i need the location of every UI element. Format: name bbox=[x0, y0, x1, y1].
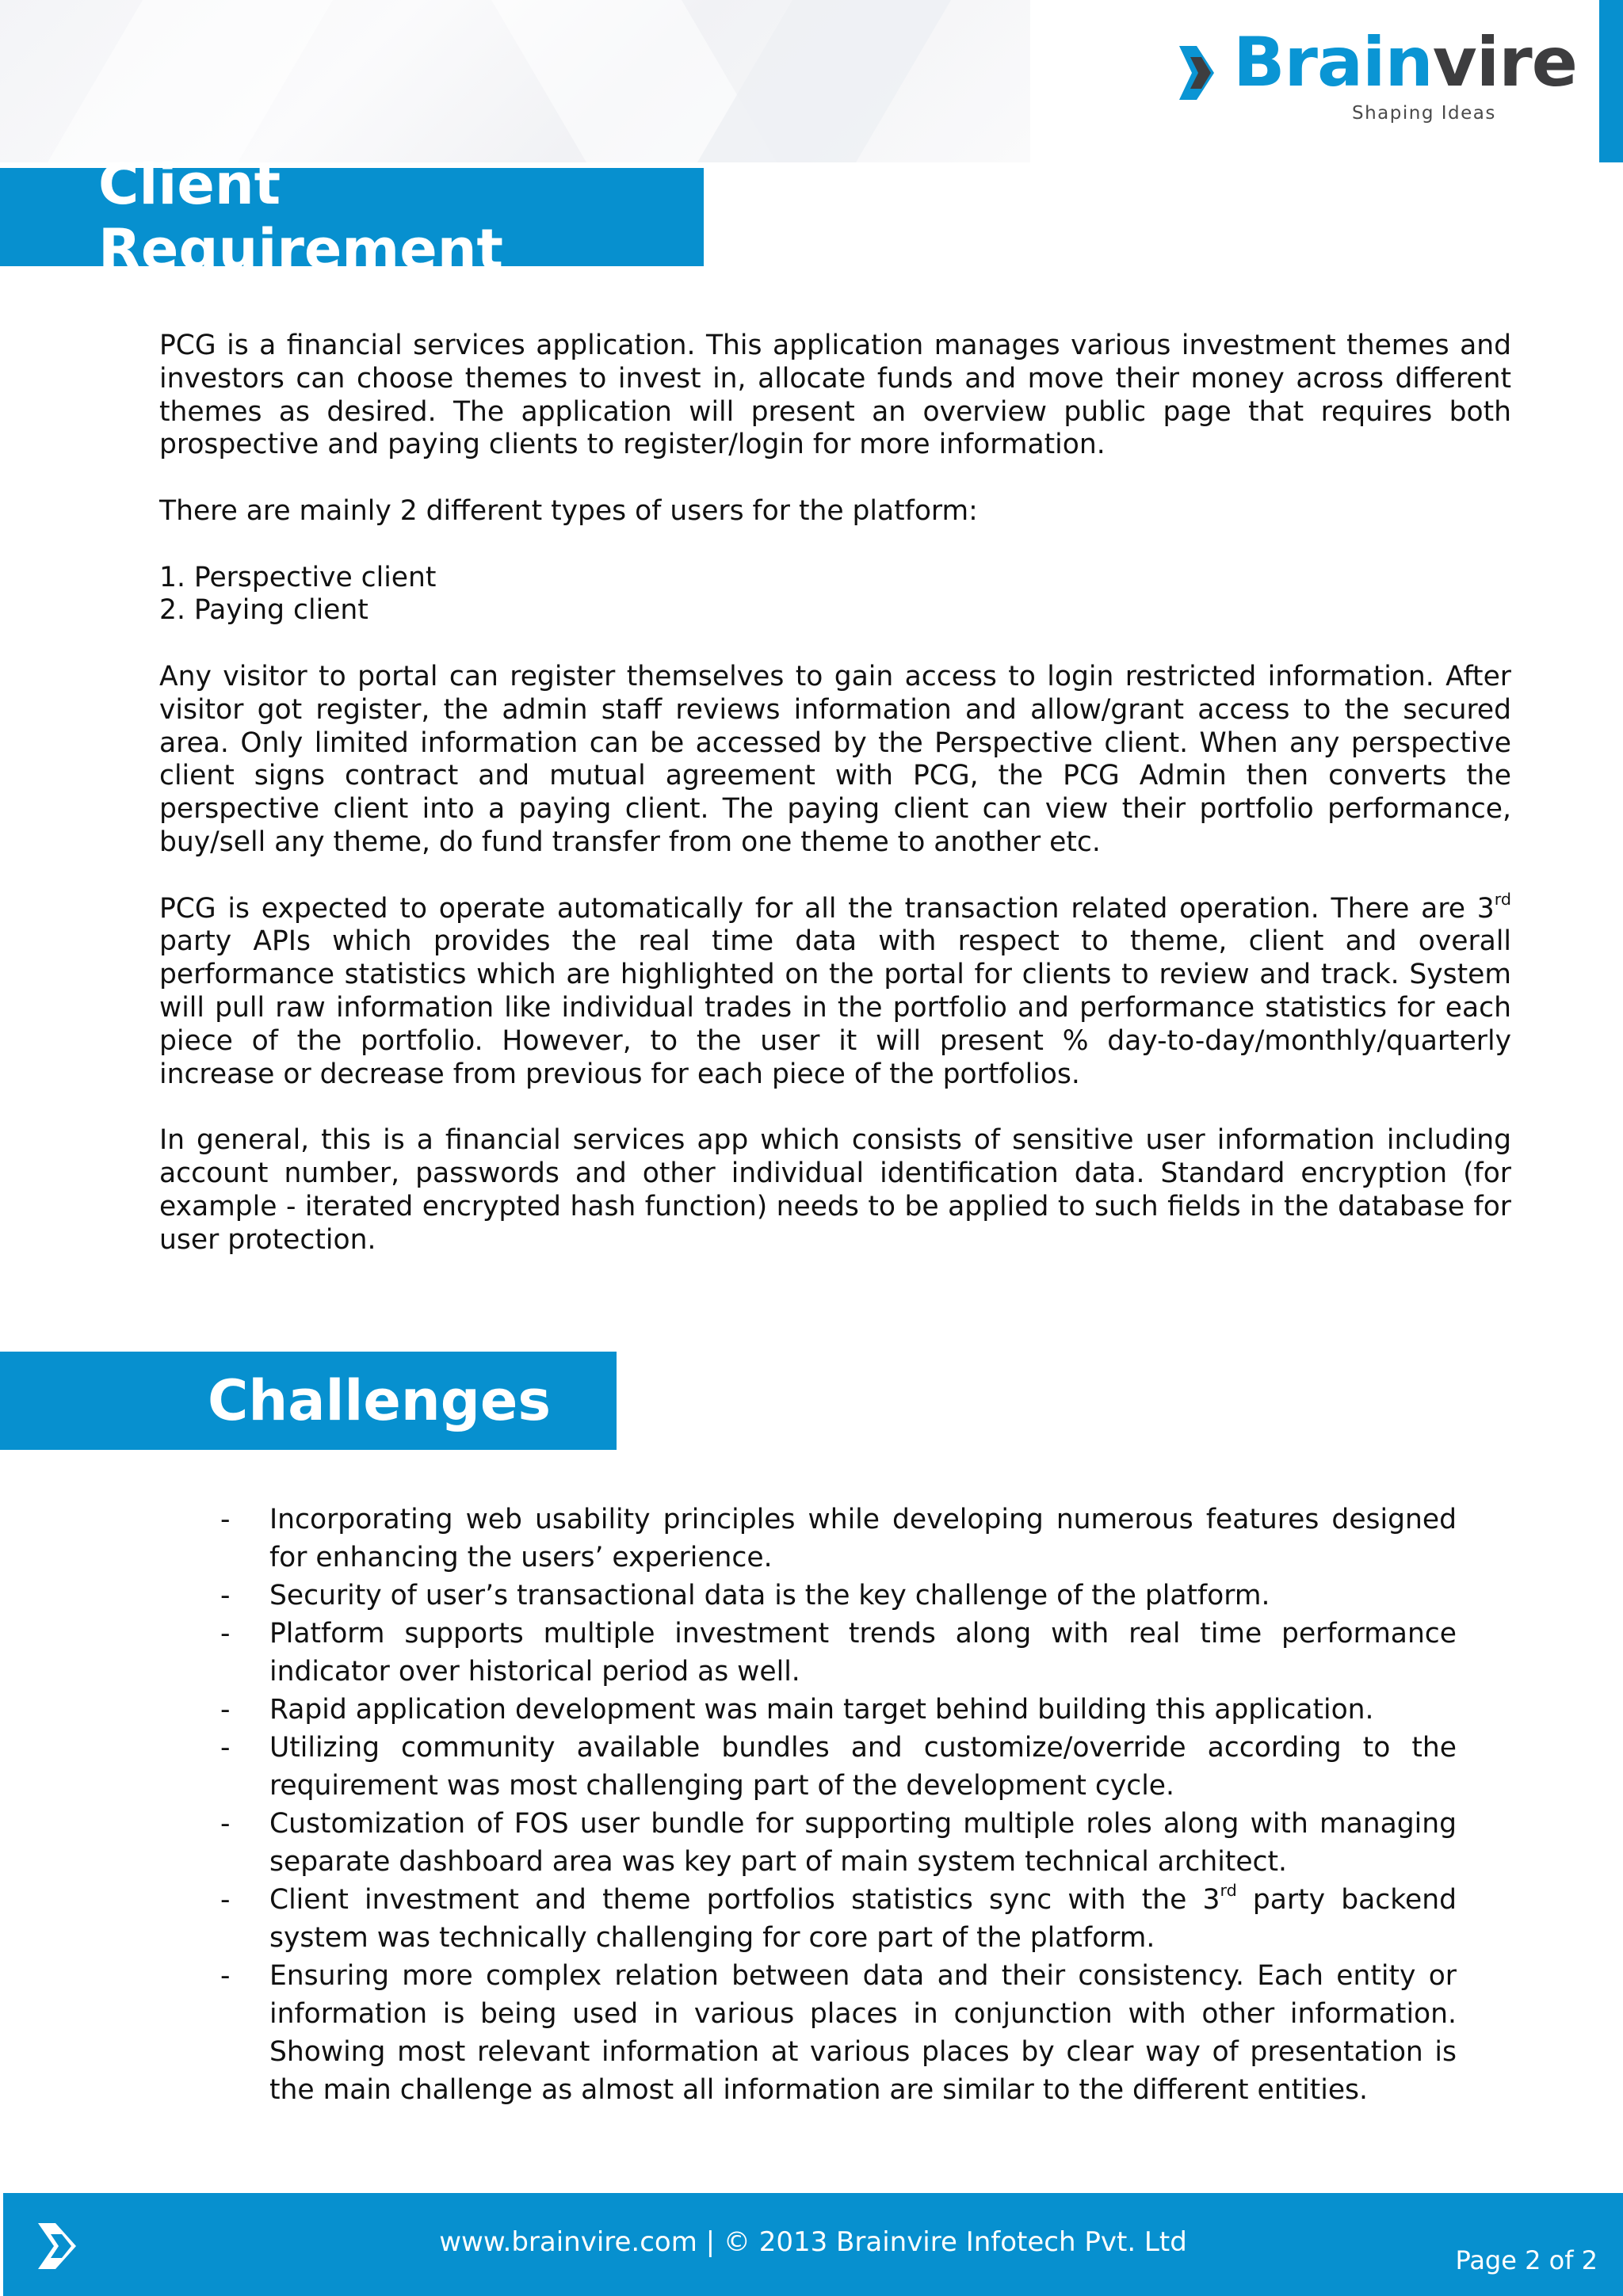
logo-word-brain: Brain bbox=[1233, 23, 1433, 102]
bullet-dash: - bbox=[220, 1580, 231, 1611]
bullet-dash: - bbox=[220, 1732, 231, 1764]
bullet-dash: - bbox=[220, 1960, 231, 1992]
requirement-paragraph-5: In general, this is a financial services app which consists of sensitive user information including account number, passwords and other individual identification data. Standard encryption (for example - iterated encrypted hash function) needs to be applied to such fields in the database for user protection. bbox=[159, 1124, 1511, 1256]
challenge-text: Incorporating web usability principles while developing numerous features designed for enhancing the users’ experience. bbox=[269, 1504, 1457, 1573]
requirement-paragraph-1: PCG is a financial services application. This application manages various investment themes and investors can choose themes to invest in, allocate funds and move their money across different themes as desired. The application will present an overview public page that requires both prospective and paying clients to register/login for more information. bbox=[159, 330, 1511, 461]
challenge-item bbox=[214, 1615, 1457, 1691]
challenge-text: Customization of FOS user bundle for supporting multiple roles along with managing separate dashboard area was key part of main system technical architect. bbox=[269, 1808, 1457, 1878]
footer-copyright: www.brainvire.com | © 2013 Brainvire Infotech Pvt. Ltd bbox=[439, 2226, 1187, 2258]
challenge-text: Security of user’s transactional data is the key challenge of the platform. bbox=[269, 1580, 1270, 1611]
header-background bbox=[0, 0, 1030, 162]
section-banner-client-requirement bbox=[0, 152, 704, 282]
requirement-p4-superscript: rd bbox=[1494, 889, 1511, 909]
requirement-p4-text-b: party APIs which provides the real time data with respect to theme, client and overall performance statistics which are highlighted on the portal for clients to review and track. System will pull raw information like individual trades in the portfolio and performance statistics for each piece of the portfolio. However, to the user it will present % day-to-day/monthly/quarterly increase or decrease from previous for each piece of the portfolios. bbox=[159, 925, 1511, 1090]
requirement-p4-text-a: PCG is expected to operate automatically for all the transaction related operation. There are 3 bbox=[159, 892, 1495, 925]
challenge-text-b: party backend system was technically challenging for core part of the platform. bbox=[269, 1884, 1457, 1954]
challenge-text: Ensuring more complex relation between data and their consistency. Each entity or information is being used in various places in conjunction with other information. Showing most relevant information at various places by clear way of presentation is the main challenge as almost all information are similar to the different entities. bbox=[269, 1960, 1457, 2106]
requirement-paragraph-2: There are mainly 2 different types of users for the platform: bbox=[159, 494, 978, 527]
requirement-paragraph-3: Any visitor to portal can register themselves to gain access to login restricted information. After visitor got register, the admin staff reviews information and allow/grant access to the secured area. Only limited information can be accessed by the Perspective client. When any perspective client signs contract and mutual agreement with PCG, the PCG Admin then converts the perspective client into a paying client. The paying client can view their portfolio performance, buy/sell any theme, do fund transfer from one theme to another etc. bbox=[159, 660, 1511, 858]
challenge-superscript: rd bbox=[1220, 1881, 1237, 1901]
section-title-challenges: Challenges bbox=[208, 1368, 551, 1433]
challenges-list bbox=[214, 1501, 1457, 2109]
client-requirement-body bbox=[159, 330, 1511, 1257]
bullet-dash: - bbox=[220, 1694, 231, 1726]
challenge-item bbox=[214, 1691, 1457, 1729]
challenge-text: Utilizing community available bundles and customize/override according to the requirement was most challenging part of the development cycle. bbox=[269, 1732, 1457, 1802]
bullet-dash: - bbox=[220, 1618, 231, 1650]
challenge-item bbox=[214, 1805, 1457, 1881]
challenge-item bbox=[214, 1577, 1457, 1615]
bullet-dash: - bbox=[220, 1808, 231, 1840]
challenge-item bbox=[214, 1957, 1457, 2109]
user-types-list bbox=[159, 562, 1511, 628]
challenge-text-a: Client investment and theme portfolios statistics sync with the 3 bbox=[269, 1884, 1220, 1916]
section-title-client-requirement: Client Requirement bbox=[98, 152, 504, 282]
user-type-item: 2. Paying client bbox=[159, 594, 369, 627]
header-accent-strip bbox=[1599, 0, 1623, 162]
logo-tagline: Shaping Ideas bbox=[1352, 103, 1496, 124]
section-banner-challenges bbox=[0, 1352, 617, 1450]
page-footer bbox=[3, 2193, 1623, 2296]
challenge-item bbox=[214, 1881, 1457, 1957]
user-type-item: 1. Perspective client bbox=[159, 561, 437, 593]
challenge-text: Rapid application development was main target behind building this application. bbox=[269, 1694, 1374, 1726]
requirement-paragraph-4 bbox=[159, 889, 1511, 1092]
brainvire-chevron-icon bbox=[1179, 43, 1220, 103]
bullet-dash: - bbox=[220, 1504, 231, 1535]
logo-word-vire: vire bbox=[1432, 23, 1577, 102]
bullet-dash: - bbox=[220, 1884, 231, 1916]
header-pattern bbox=[0, 0, 1030, 162]
logo-wordmark bbox=[1233, 23, 1577, 102]
challenge-text: Platform supports multiple investment trends along with real time performance indicator over historical period as well. bbox=[269, 1618, 1457, 1688]
challenge-item bbox=[214, 1729, 1457, 1805]
page-number: Page 2 of 2 bbox=[1455, 2245, 1598, 2275]
challenge-item bbox=[214, 1501, 1457, 1577]
brainvire-logo bbox=[1179, 23, 1577, 130]
